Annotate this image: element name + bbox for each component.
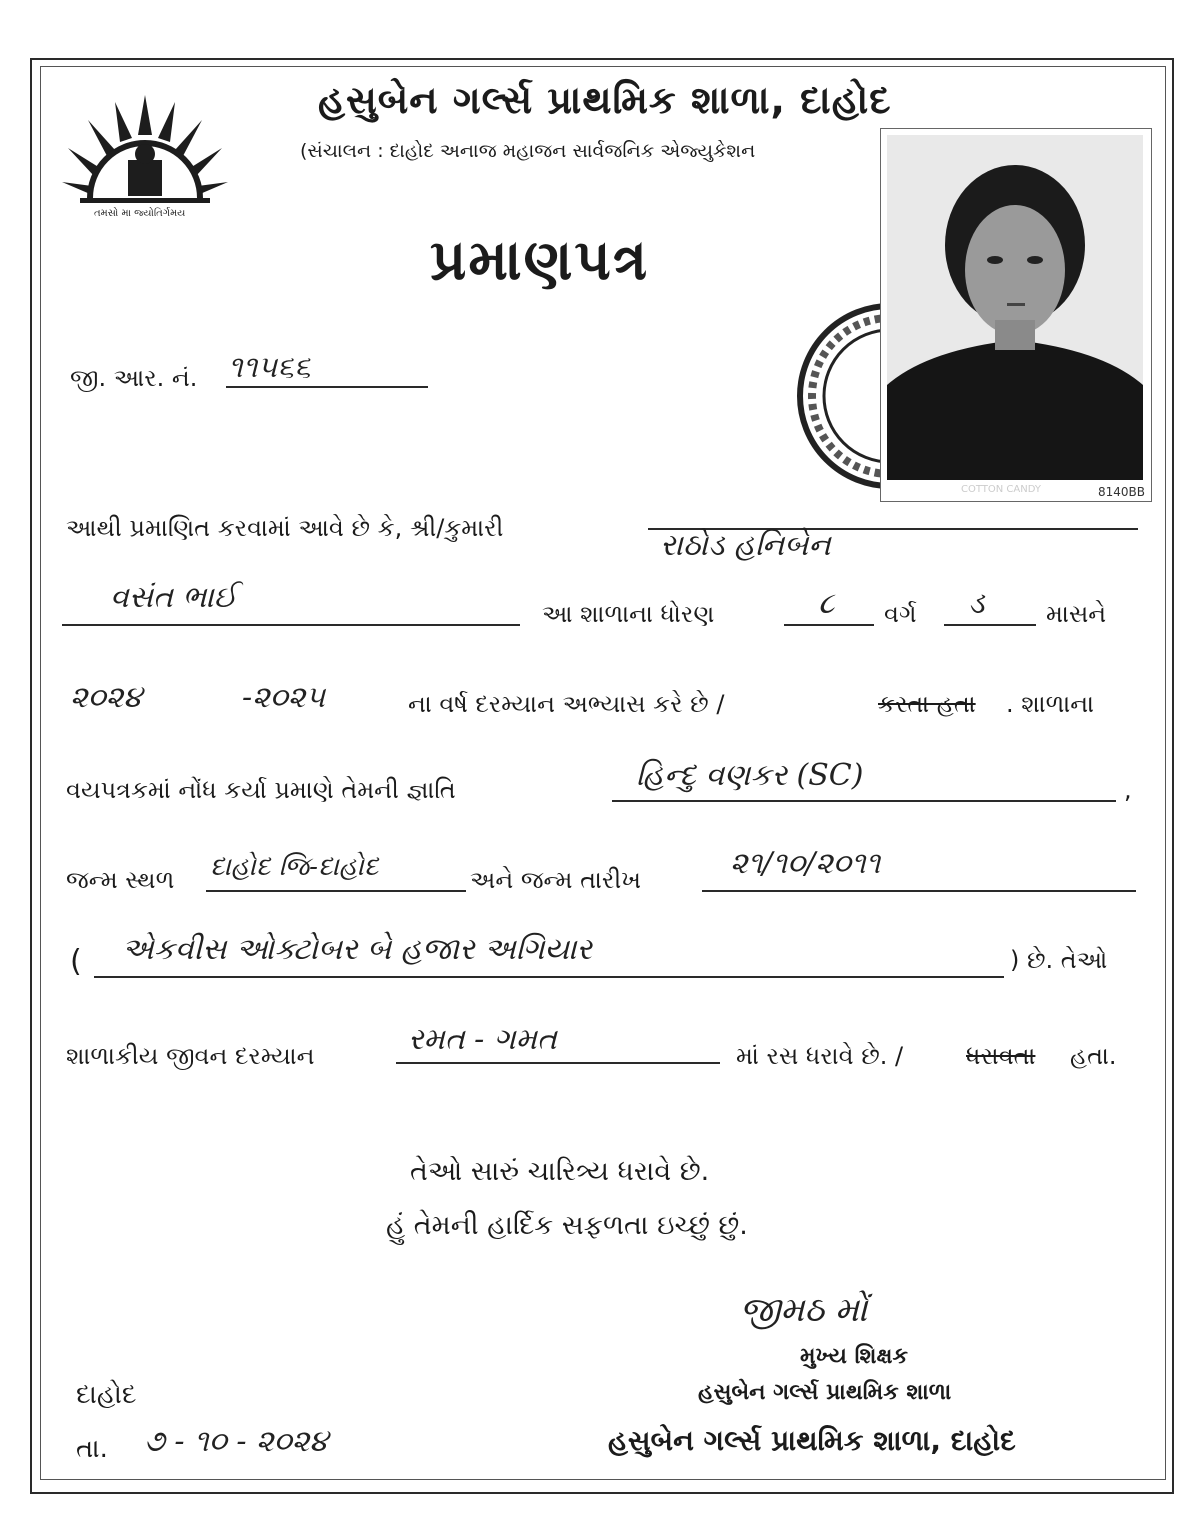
- interest-underline: [396, 1062, 720, 1064]
- certify-suffix: માસને: [1046, 600, 1107, 628]
- certify-intro: આથી પ્રમાણિત કરવામાં આવે છે કે, શ્રી/કુમારી: [66, 514, 504, 542]
- standard-label: આ શાળાના ધોરણ: [542, 600, 715, 628]
- standard-underline: [784, 624, 874, 626]
- name-underline-2: [62, 624, 520, 626]
- gr-underline: [226, 386, 428, 388]
- management-line: (સંચાલન : દાહોદ અનાજ મહાજન સાર્વજનિક એજ્યુકેશન: [300, 140, 756, 162]
- caste-label: વયપત્રકમાં નોંધ કર્યા પ્રમાણે તેમની જ્ઞાતિ: [66, 776, 456, 804]
- year-struck-text: કરતા હતા: [878, 690, 976, 718]
- birth-place-value: દાહોદ જિ-દાહોદ: [210, 852, 379, 882]
- interest-label: શાળાકીય જીવન દરમ્યાન: [66, 1042, 315, 1070]
- caste-underline: [612, 800, 1116, 802]
- division-underline: [944, 624, 1036, 626]
- interest-text-a: માં રસ ધરાવે છે. /: [736, 1042, 904, 1070]
- birth-date-label: અને જન્મ તારીખ: [470, 866, 641, 894]
- signatory-title: મુખ્ય શિક્ષક: [800, 1344, 909, 1369]
- gr-label: જી. આર. નં.: [70, 364, 198, 392]
- student-photo: [880, 128, 1152, 502]
- photo-brand: COTTON CANDY: [961, 484, 1041, 495]
- logo-motto: તમસો મા જ્યોતિર્ગમય: [94, 208, 186, 219]
- birth-date-underline: [702, 890, 1136, 892]
- year-start: ૨૦૨૪: [70, 680, 142, 715]
- interest-struck-text: ધરાવતા: [966, 1042, 1036, 1070]
- photo-image: [887, 135, 1143, 480]
- words-underline: [94, 976, 1004, 978]
- interest-text-b: હતા.: [1070, 1042, 1117, 1070]
- closing-line-2: હું તેમની હાર્દિક સફળતા ઇચ્છું છું.: [386, 1210, 748, 1241]
- standard-value: ૮: [818, 586, 835, 621]
- caste-comma: ,: [1124, 776, 1132, 804]
- footer-date-label: તા.: [76, 1434, 108, 1464]
- year-text-b: . શાળાના: [1006, 690, 1095, 718]
- closing-line-1: તેઓ સારું ચારિત્ર્ય ધરાવે છે.: [410, 1156, 710, 1187]
- signatory-school-full: હસુબેન ગર્લ્સ પ્રાથમિક શાળા, દાહોદ: [608, 1424, 1016, 1457]
- interest-value: રમત - ગમત: [408, 1022, 557, 1057]
- gr-value: ૧૧૫૬૬: [228, 350, 311, 385]
- document-title: પ્રમાણપત્ર: [430, 228, 650, 293]
- signatory-school-stamp: હસુબેન ગર્લ્સ પ્રાથમિક શાળા: [698, 1380, 952, 1405]
- year-text-a: ના વર્ષ દરમ્યાન અભ્યાસ કરે છે /: [408, 690, 725, 718]
- school-name: હસુબેન ગર્લ્સ પ્રાથમિક શાળા, દાહોદ: [318, 78, 892, 122]
- student-name-part2: વસંત ભાઈ: [110, 580, 237, 615]
- student-name-part1: રાઠોડ હનિબેન: [660, 528, 831, 563]
- birth-date-words: એકવીસ ઓક્ટોબર બે હજાર અગિયાર: [122, 932, 592, 967]
- footer-date-value: ૭ - ૧૦ - ૨૦૨૪: [144, 1424, 328, 1459]
- division-label: વર્ગ: [884, 600, 917, 628]
- signature: જીમઠ મોં: [740, 1290, 868, 1330]
- school-logo-icon: [60, 90, 230, 220]
- division-value: ડ: [968, 586, 985, 621]
- words-open-paren: (: [70, 944, 82, 979]
- words-close: ) છે. તેઓ: [1010, 946, 1108, 974]
- year-end: -૨૦૨૫: [242, 680, 326, 715]
- photo-code: 8140BB: [1097, 485, 1145, 499]
- caste-value: હિન્દુ વણકર (SC): [636, 758, 864, 793]
- birth-date-value: ૨૧/૧૦/૨૦૧૧: [730, 846, 881, 881]
- footer-place: દાહોદ: [76, 1380, 137, 1410]
- birth-place-underline: [206, 890, 466, 892]
- birth-place-label: જન્મ સ્થળ: [66, 866, 175, 894]
